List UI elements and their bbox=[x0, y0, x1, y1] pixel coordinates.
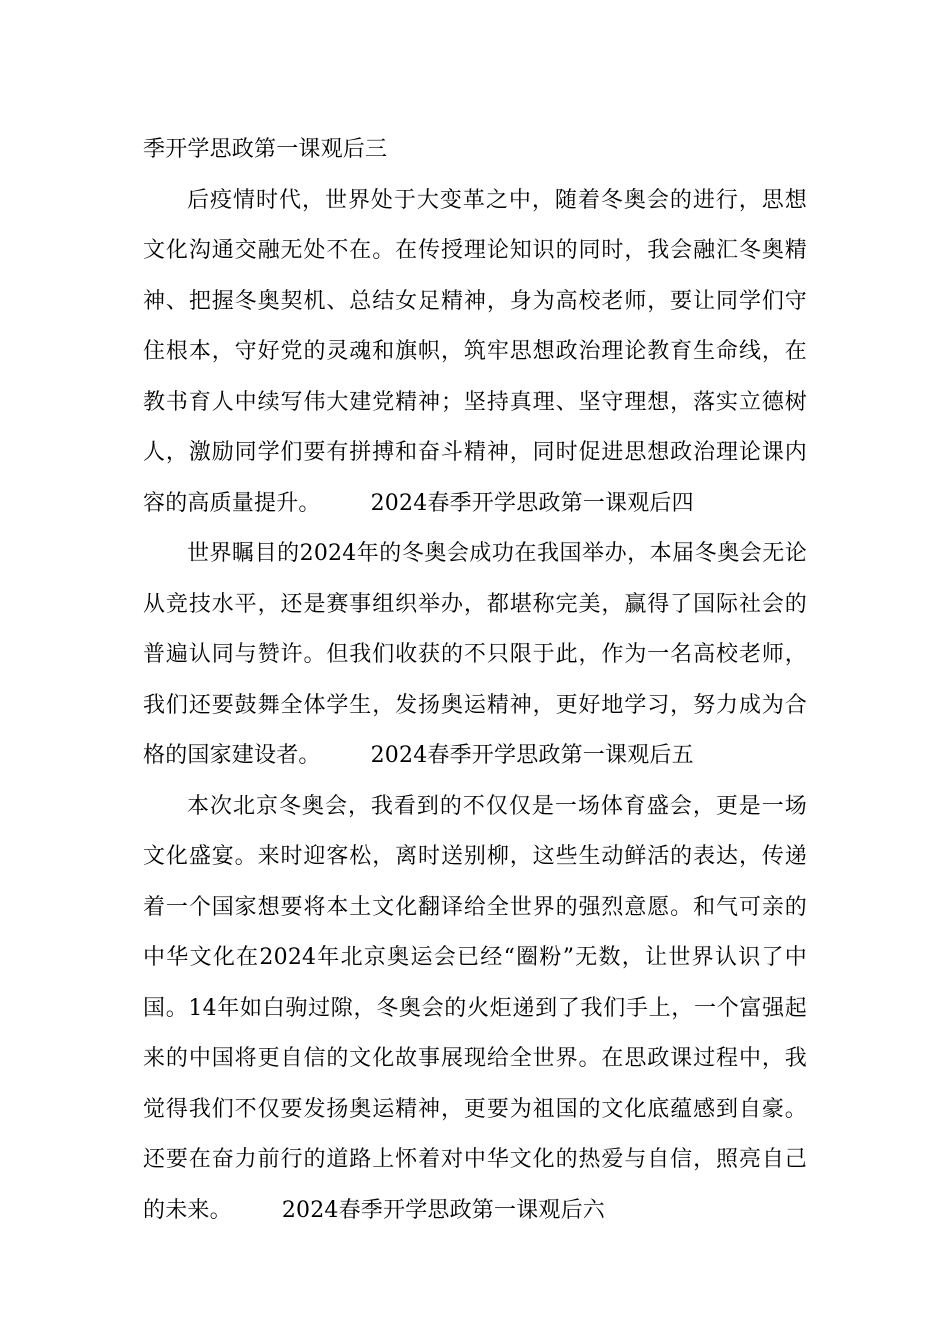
text-line: 国。14年如白驹过隙，冬奥会的火炬递到了我们手上，一个富强起 bbox=[143, 995, 807, 1021]
text-line: 中华文化在2024年北京奥运会已经“圈粉”无数，让世界认识了中 bbox=[143, 945, 807, 970]
text-line: 本次北京冬奥会，我看到的不仅仅是一场体育盛会，更是一场 bbox=[187, 793, 807, 819]
text-line: 后疫情时代，世界处于大变革之中，随着冬奥会的进行，思想 bbox=[187, 187, 807, 213]
text-line: 季开学思政第一课观后三 bbox=[143, 137, 388, 162]
paragraph-tail-text: 的未来。 bbox=[143, 1197, 232, 1223]
text-line: 文化沟通交融无处不在。在传授理论知识的同时，我会融汇冬奥精 bbox=[143, 238, 807, 263]
text-line: 着一个国家想要将本土文化翻译给全世界的强烈意愿。和气可亲的 bbox=[143, 894, 807, 920]
paragraph-tail-text: 格的国家建设者。 bbox=[143, 743, 321, 768]
text-line: 世界瞩目的2024年的冬奥会成功在我国举办，本届冬奥会无论 bbox=[187, 541, 807, 566]
paragraph-tail-line bbox=[143, 1186, 807, 1237]
paragraph-tail-text: 容的高质量提升。 bbox=[143, 490, 321, 516]
text-line: 教书育人中续写伟大建党精神；坚持真理、坚守理想，落实立德树 bbox=[143, 389, 807, 415]
text-line: 文化盛宴。来时迎客松，离时送别柳，这些生动鲜活的表达，传递 bbox=[143, 844, 807, 869]
paragraph-tail-line bbox=[143, 731, 807, 782]
text-line: 神、把握冬奥契机、总结女足精神，身为高校老师，要让同学们守 bbox=[143, 288, 807, 314]
text-line: 普遍认同与赞许。但我们收获的不只限于此，作为一名高校老师， bbox=[143, 642, 807, 667]
document-page bbox=[143, 125, 807, 1236]
text-line: 住根本，守好党的灵魂和旗帜，筑牢思想政治理论教育生命线，在 bbox=[143, 339, 807, 364]
text-line: 人，激励同学们要有拼搏和奋斗精神，同时促进思想政治理论课内 bbox=[143, 440, 807, 465]
text-line: 觉得我们不仅要发扬奥运精神，更要为祖国的文化底蕴感到自豪。 bbox=[143, 1096, 807, 1122]
text-line: 从竞技水平，还是赛事组织举办，都堪称完美，赢得了国际社会的 bbox=[143, 591, 807, 617]
text-line: 我们还要鼓舞全体学生，发扬奥运精神，更好地学习，努力成为合 bbox=[143, 692, 807, 718]
section-heading: 2024春季开学思政第一课观后六 bbox=[281, 1197, 606, 1223]
text-line: 还要在奋力前行的道路上怀着对中华文化的热爱与自信，照亮自己 bbox=[143, 1147, 807, 1172]
section-heading: 2024春季开学思政第一课观后五 bbox=[370, 743, 694, 768]
paragraph-tail-line bbox=[143, 479, 807, 530]
section-heading: 2024春季开学思政第一课观后四 bbox=[370, 490, 694, 516]
text-line: 来的中国将更自信的文化故事展现给全世界。在思政课过程中，我 bbox=[143, 1046, 807, 1071]
